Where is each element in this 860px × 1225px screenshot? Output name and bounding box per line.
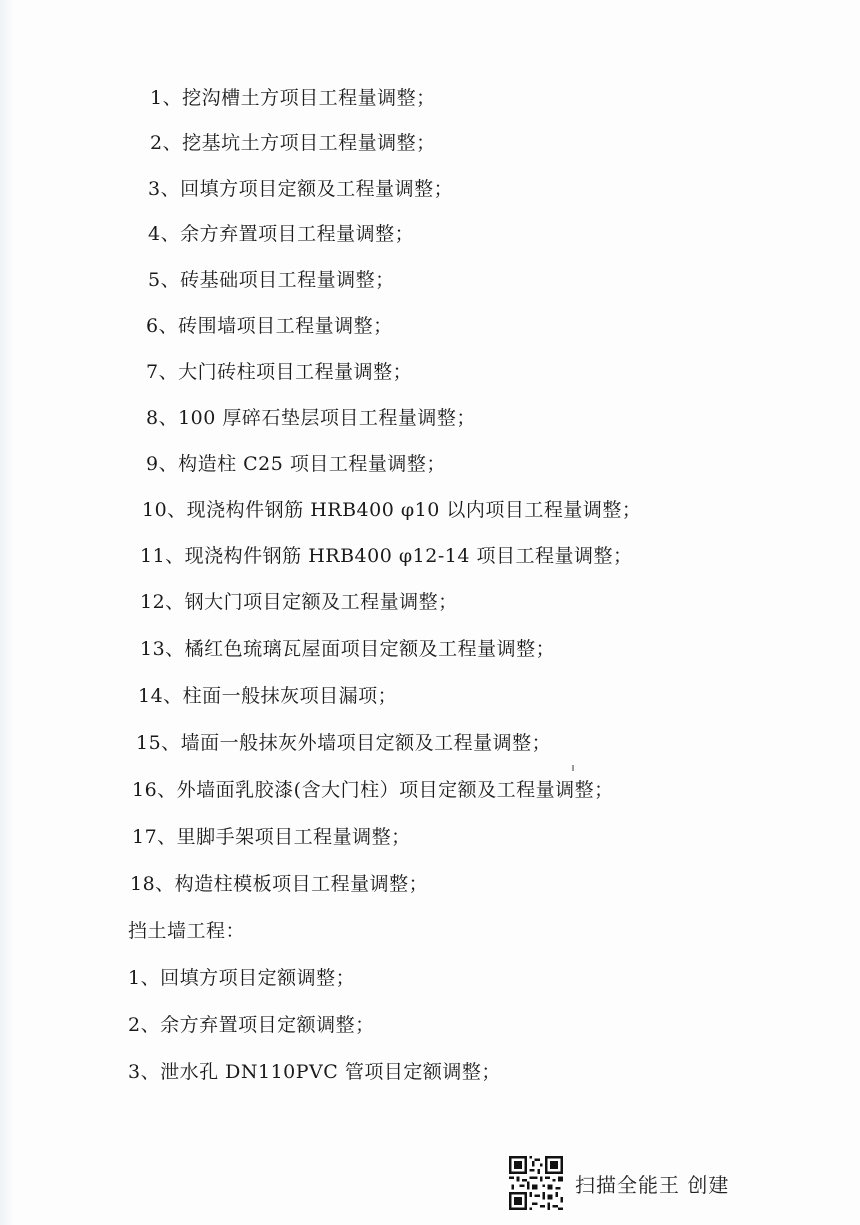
list-item: 8、100 厚碎石垫层项目工程量调整； <box>146 407 476 429</box>
list-item: 1、挖沟槽土方项目工程量调整； <box>150 87 436 109</box>
list-item: 13、橘红色琉璃瓦屋面项目定额及工程量调整； <box>140 638 556 660</box>
scanner-watermark <box>509 1155 729 1211</box>
scan-edge <box>0 0 14 1225</box>
list-item: 16、外墙面乳胶漆(含大门柱）项目定额及工程量调整； <box>132 779 614 801</box>
list-item: 6、砖围墙项目工程量调整； <box>146 315 393 337</box>
qr-code-icon <box>509 1156 563 1210</box>
scanner-brand-label: 扫描全能王 创建 <box>575 1172 730 1197</box>
list-item: 3、回填方项目定额及工程量调整； <box>148 178 454 200</box>
list-item: 2、挖基坑土方项目工程量调整； <box>150 132 436 154</box>
list-item: 5、砖基础项目工程量调整； <box>148 269 395 291</box>
list-item: 12、钢大门项目定额及工程量调整； <box>140 591 458 613</box>
list-item: 3、泄水孔 DN110PVC 管项目定额调整； <box>128 1061 501 1083</box>
list-item: 2、余方弃置项目定额调整； <box>128 1014 375 1036</box>
list-item: 18、构造柱模板项目工程量调整； <box>130 873 429 895</box>
section-heading: 挡土墙工程： <box>128 920 246 942</box>
list-item: 9、构造柱 C25 项目工程量调整； <box>146 453 446 475</box>
list-item: 15、墙面一般抹灰外墙项目定额及工程量调整； <box>136 732 552 754</box>
scan-speck <box>572 765 574 771</box>
list-item: 17、里脚手架项目工程量调整； <box>132 826 411 848</box>
list-item: 7、大门砖柱项目工程量调整； <box>146 361 413 383</box>
list-item: 14、柱面一般抹灰项目漏项； <box>138 685 398 707</box>
list-item: 11、现浇构件钢筋 HRB400 φ12-14 项目工程量调整； <box>140 545 633 567</box>
list-item: 4、余方弃置项目工程量调整； <box>148 223 415 245</box>
list-item: 1、回填方项目定额调整； <box>128 967 356 989</box>
list-item: 10、现浇构件钢筋 HRB400 φ10 以内项目工程量调整； <box>142 499 642 521</box>
